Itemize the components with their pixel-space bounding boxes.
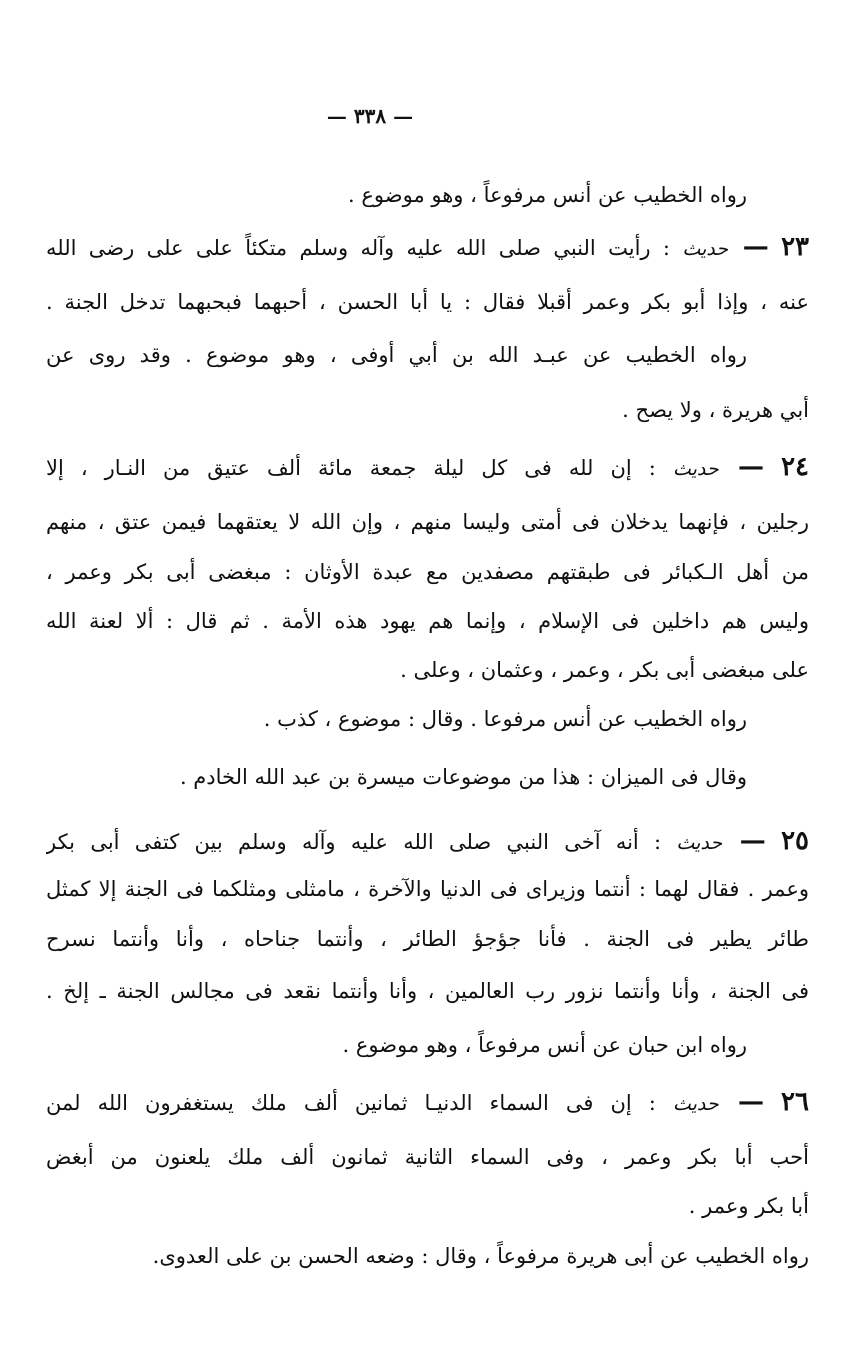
line-text: على مبغضى أبى بكر ، وعمر ، وعثمان ، وعلى . [400, 658, 809, 682]
hadith-number: ٢٣ [781, 232, 809, 262]
hadith-number: ٢٥ [781, 826, 809, 856]
hadith-23-line: ٢٣ — حديث : رأيت النبي صلى الله عليه وآله وسلم متكئاً على على رضى الله [46, 232, 809, 262]
line-text: عنه ، وإذا أبو بكر وعمر أقبلا فقال : يا أبا الحسن ، أحبهما فبحبهما تدخل الجنة . [46, 290, 809, 314]
text-line [153, 1241, 809, 1271]
line-text: وعمر . فقال لهما : أنتما وزيراى فى الدنيا والآخرة ، مامثلى ومثلكما فى الجنة إلا كمثل [46, 877, 809, 901]
text-line [400, 655, 809, 685]
page-number: — ٣٣٨ — [326, 104, 414, 128]
line-text: من أهل الـكبائر فى طبقتهم مصفدين مع عبدة الأوثان : مبغضى أبى بكر وعمر ، [46, 560, 809, 584]
hadith-label: حديث [672, 458, 719, 480]
text-line [46, 287, 809, 317]
text-line [180, 762, 747, 792]
line-text: أحب أبا بكر وعمر ، وفى السماء الثانية ثمانون ألف ملك يلعنون من أبغض [46, 1145, 809, 1169]
line-text: : إن فى السماء الدنيـا ثمانين ألف ملك يستغفرون الله لمن [46, 1091, 673, 1115]
line-text: فى الجنة ، وأنا وأنتما نزور رب العالمين ، وأنا وأنتما نقعد فى مجالس الجنة ـ إلخ . [46, 979, 809, 1003]
text-line [46, 507, 809, 537]
line-text: رواه الخطيب عن عبـد الله بن أبي أوفى ، وهو موضوع . وقد روى عن [46, 343, 747, 367]
hadith-24-line: ٢٤ — حديث : إن لله فى كل ليلة جمعة مائة ألف عتيق من النـار ، إلا [46, 452, 809, 482]
line-text: رواه ابن حبان عن أنس مرفوعاً ، وهو موضوع . [342, 1033, 747, 1057]
hadith-label: حديث [672, 1093, 719, 1115]
line-text: وقال فى الميزان : هذا من موضوعات ميسرة بن عبد الله الخادم . [179, 765, 747, 789]
line-text: أبي هريرة ، ولا يصح . [622, 398, 809, 422]
hadith-25-line: ٢٥ — حديث : أنه آخى النبي صلى الله عليه وآله وسلم بين كتفى أبى بكر [46, 826, 809, 856]
text-line [46, 924, 809, 954]
hadith-number: ٢٤ [781, 452, 809, 482]
line-text: رواه الخطيب عن أبى هريرة مرفوعاً ، وقال : وضعه الحسن بن على العدوى. [152, 1244, 809, 1268]
text-line [46, 340, 747, 370]
hadith-26-line: ٢٦ — حديث : إن فى السماء الدنيـا ثمانين ألف ملك يستغفرون الله لمن [46, 1087, 809, 1117]
text-line [622, 395, 809, 425]
line-text: أبا بكر وعمر . [688, 1194, 809, 1218]
line-text: رواه الخطيب عن أنس مرفوعا . وقال : موضوع ، كذب . [263, 707, 747, 731]
text-line [46, 874, 809, 904]
line-text: رجلين ، فإنهما يدخلان فى أمتى وليسا منهم ، وإن الله لا يعتقهما فيمن عتق ، منهم [46, 510, 809, 534]
hadith-number: ٢٦ [781, 1087, 809, 1117]
line-text: رواه الخطيب عن أنس مرفوعاً ، وهو موضوع . [348, 183, 747, 207]
line-text: : رأيت النبي صلى الله عليه وآله وسلم متكئاً على على رضى الله [46, 236, 683, 260]
text-line [46, 1142, 809, 1172]
text-line [348, 180, 747, 210]
line-text: طائر يطير فى الجنة . فأنا جؤجؤ الطائر ، وأنتما جناحاه ، وأنا وأنتما نسرح [46, 927, 809, 951]
text-line [689, 1191, 809, 1221]
text-line [264, 704, 747, 734]
text-line [46, 606, 809, 636]
line-text: وليس هم داخلين فى الإسلام ، وإنما هم يهود هذه الأمة . ثم قال : ألا لعنة الله [46, 609, 809, 633]
text-line [343, 1030, 747, 1060]
text-line [46, 557, 809, 587]
hadith-label: حديث [682, 238, 728, 260]
line-text: : أنه آخى النبي صلى الله عليه وآله وسلم بين كتفى أبى بكر [46, 830, 677, 854]
line-text: : إن لله فى كل ليلة جمعة مائة ألف عتيق من النـار ، إلا [46, 456, 673, 480]
text-line [46, 976, 809, 1006]
hadith-label: حديث [676, 832, 723, 854]
